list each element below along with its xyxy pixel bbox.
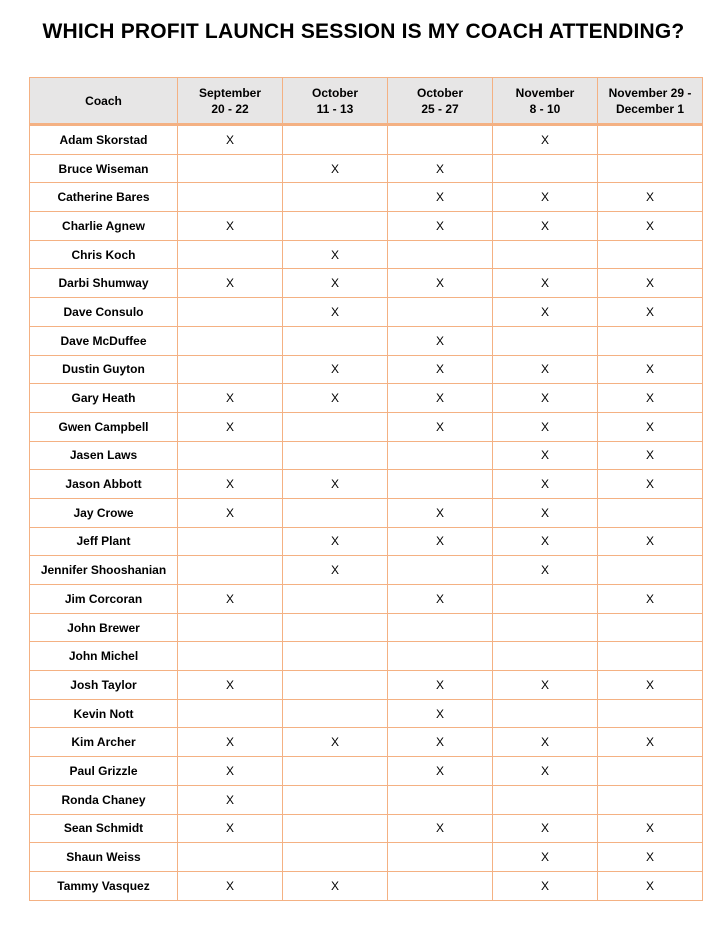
attendance-cell (598, 699, 703, 728)
table-row (30, 527, 703, 556)
attendance-cell (283, 441, 388, 470)
table-row (30, 269, 703, 298)
attendance-cell: X (178, 212, 283, 241)
column-header-line2: 8 - 10 (529, 101, 561, 116)
attendance-cell: X (178, 125, 283, 155)
attendance-cell: X (493, 470, 598, 499)
page-title: WHICH PROFIT LAUNCH SESSION IS MY COACH ATTENDING? (42, 20, 685, 43)
attendance-cell (178, 240, 283, 269)
attendance-cell: X (283, 556, 388, 585)
table-row (30, 613, 703, 642)
attendance-cell (388, 470, 493, 499)
coach-name-cell: John Brewer (30, 613, 178, 642)
column-header-session-3 (388, 78, 493, 125)
attendance-cell: X (598, 871, 703, 900)
attendance-cell: X (388, 757, 493, 786)
attendance-cell: X (493, 125, 598, 155)
attendance-cell: X (493, 527, 598, 556)
attendance-cell: X (598, 814, 703, 843)
table-row (30, 871, 703, 900)
attendance-cell (178, 355, 283, 384)
coach-name-cell: Gary Heath (30, 384, 178, 413)
coach-name-cell: Dave McDuffee (30, 326, 178, 355)
table-row (30, 757, 703, 786)
attendance-cell: X (493, 441, 598, 470)
attendance-cell: X (493, 757, 598, 786)
attendance-cell: X (178, 785, 283, 814)
attendance-cell (598, 326, 703, 355)
attendance-cell: X (388, 699, 493, 728)
column-header-coach (30, 78, 178, 125)
attendance-cell (388, 240, 493, 269)
attendance-cell (388, 785, 493, 814)
attendance-cell: X (493, 728, 598, 757)
attendance-cell (178, 154, 283, 183)
attendance-cell: X (388, 498, 493, 527)
attendance-cell (598, 785, 703, 814)
attendance-cell: X (283, 298, 388, 327)
column-header-line1: September (198, 85, 262, 100)
attendance-cell (493, 642, 598, 671)
attendance-cell: X (178, 757, 283, 786)
coach-name-cell: John Michel (30, 642, 178, 671)
attendance-cell: X (598, 470, 703, 499)
table-row (30, 699, 703, 728)
table-header (30, 78, 703, 125)
attendance-cell: X (493, 814, 598, 843)
coach-name-cell: Sean Schmidt (30, 814, 178, 843)
attendance-cell: X (598, 212, 703, 241)
attendance-cell (493, 154, 598, 183)
attendance-cell: X (283, 871, 388, 900)
attendance-cell (178, 326, 283, 355)
attendance-cell (493, 785, 598, 814)
attendance-cell (283, 613, 388, 642)
table-row (30, 298, 703, 327)
attendance-cell: X (598, 183, 703, 212)
attendance-cell: X (598, 585, 703, 614)
table-row (30, 441, 703, 470)
attendance-cell: X (388, 671, 493, 700)
attendance-cell: X (388, 269, 493, 298)
attendance-cell (178, 699, 283, 728)
attendance-cell: X (283, 384, 388, 413)
attendance-cell: X (178, 412, 283, 441)
attendance-cell: X (283, 728, 388, 757)
table-row (30, 125, 703, 155)
attendance-cell: X (178, 814, 283, 843)
attendance-cell: X (178, 269, 283, 298)
attendance-cell (388, 441, 493, 470)
attendance-cell (283, 412, 388, 441)
attendance-cell: X (388, 212, 493, 241)
coach-name-cell: Charlie Agnew (30, 212, 178, 241)
coach-name-cell: Bruce Wiseman (30, 154, 178, 183)
table-row (30, 556, 703, 585)
attendance-cell: X (388, 527, 493, 556)
attendance-cell: X (283, 355, 388, 384)
coach-name-cell: Dustin Guyton (30, 355, 178, 384)
column-header-session-2 (283, 78, 388, 125)
attendance-cell (283, 183, 388, 212)
table-row (30, 412, 703, 441)
column-header-line1: November 29 - (608, 85, 692, 100)
column-header-session-5 (598, 78, 703, 125)
attendance-cell: X (598, 843, 703, 872)
attendance-cell: X (388, 412, 493, 441)
table-row (30, 498, 703, 527)
table-row (30, 384, 703, 413)
attendance-cell: X (598, 355, 703, 384)
coach-name-cell: Chris Koch (30, 240, 178, 269)
table-row (30, 585, 703, 614)
attendance-cell: X (493, 671, 598, 700)
attendance-cell: X (493, 498, 598, 527)
attendance-cell (178, 556, 283, 585)
table-row (30, 785, 703, 814)
column-header-line2: 20 - 22 (211, 101, 249, 116)
coach-name-cell: Josh Taylor (30, 671, 178, 700)
attendance-cell (388, 843, 493, 872)
attendance-cell (598, 556, 703, 585)
attendance-cell (598, 642, 703, 671)
attendance-cell: X (493, 384, 598, 413)
table-row (30, 355, 703, 384)
attendance-cell: X (598, 384, 703, 413)
attendance-cell: X (598, 269, 703, 298)
column-header-line2: 25 - 27 (421, 101, 459, 116)
coach-name-cell: Jennifer Shooshanian (30, 556, 178, 585)
table-row (30, 470, 703, 499)
attendance-cell (598, 613, 703, 642)
attendance-cell: X (493, 843, 598, 872)
column-header-line1: October (311, 85, 358, 100)
attendance-cell (388, 642, 493, 671)
attendance-cell: X (388, 728, 493, 757)
attendance-cell: X (388, 814, 493, 843)
attendance-cell: X (388, 326, 493, 355)
attendance-cell: X (388, 154, 493, 183)
attendance-cell: X (283, 154, 388, 183)
attendance-cell (598, 125, 703, 155)
coach-session-table (29, 77, 703, 901)
attendance-cell (388, 613, 493, 642)
attendance-cell (388, 125, 493, 155)
attendance-cell: X (493, 183, 598, 212)
table-row (30, 183, 703, 212)
column-header-line1: October (416, 85, 463, 100)
attendance-cell (598, 154, 703, 183)
column-header-line2: December 1 (615, 101, 685, 116)
attendance-cell (493, 585, 598, 614)
attendance-cell (283, 699, 388, 728)
attendance-cell: X (388, 355, 493, 384)
attendance-cell: X (283, 269, 388, 298)
attendance-cell (178, 441, 283, 470)
attendance-cell: X (493, 212, 598, 241)
attendance-cell: X (493, 298, 598, 327)
attendance-cell (283, 671, 388, 700)
coach-name-cell: Catherine Bares (30, 183, 178, 212)
coach-name-cell: Darbi Shumway (30, 269, 178, 298)
attendance-cell: X (493, 556, 598, 585)
coach-name-cell: Gwen Campbell (30, 412, 178, 441)
coach-name-cell: Jasen Laws (30, 441, 178, 470)
table-row (30, 728, 703, 757)
attendance-cell (493, 613, 598, 642)
attendance-cell: X (178, 498, 283, 527)
attendance-cell (598, 240, 703, 269)
attendance-cell (178, 298, 283, 327)
attendance-cell (178, 613, 283, 642)
column-header-line2: 11 - 13 (316, 101, 354, 116)
coach-name-cell: Adam Skorstad (30, 125, 178, 155)
attendance-cell (283, 757, 388, 786)
table-row (30, 671, 703, 700)
coach-name-cell: Kim Archer (30, 728, 178, 757)
attendance-cell (493, 326, 598, 355)
attendance-cell: X (283, 527, 388, 556)
table-row (30, 814, 703, 843)
coach-name-cell: Shaun Weiss (30, 843, 178, 872)
attendance-cell (283, 642, 388, 671)
attendance-cell: X (178, 585, 283, 614)
attendance-cell (283, 585, 388, 614)
attendance-cell: X (178, 384, 283, 413)
attendance-cell (493, 699, 598, 728)
attendance-cell (388, 871, 493, 900)
coach-name-cell: Jason Abbott (30, 470, 178, 499)
attendance-cell: X (598, 671, 703, 700)
column-header-session-4 (493, 78, 598, 125)
table-row (30, 326, 703, 355)
table-row (30, 240, 703, 269)
attendance-cell (283, 814, 388, 843)
attendance-cell: X (388, 585, 493, 614)
coach-name-cell: Tammy Vasquez (30, 871, 178, 900)
column-header-line1: November (515, 85, 575, 100)
table-body (30, 125, 703, 901)
attendance-cell (283, 843, 388, 872)
attendance-cell (598, 498, 703, 527)
column-header-session-1 (178, 78, 283, 125)
attendance-cell (598, 757, 703, 786)
coach-name-cell: Jim Corcoran (30, 585, 178, 614)
coach-name-cell: Dave Consulo (30, 298, 178, 327)
table-row (30, 154, 703, 183)
attendance-cell: X (178, 871, 283, 900)
attendance-cell: X (178, 728, 283, 757)
attendance-cell: X (493, 412, 598, 441)
attendance-cell: X (493, 871, 598, 900)
table-row (30, 642, 703, 671)
attendance-cell (283, 785, 388, 814)
attendance-cell (388, 556, 493, 585)
attendance-cell: X (598, 441, 703, 470)
attendance-cell: X (493, 269, 598, 298)
attendance-cell (178, 183, 283, 212)
attendance-cell: X (178, 470, 283, 499)
attendance-cell (493, 240, 598, 269)
attendance-cell (178, 642, 283, 671)
attendance-cell: X (283, 470, 388, 499)
attendance-cell (283, 125, 388, 155)
attendance-cell: X (493, 355, 598, 384)
attendance-cell (388, 298, 493, 327)
attendance-cell: X (598, 728, 703, 757)
attendance-cell (283, 212, 388, 241)
attendance-cell: X (598, 527, 703, 556)
column-header-line1: Coach (85, 93, 122, 108)
coach-name-cell: Ronda Chaney (30, 785, 178, 814)
coach-name-cell: Jeff Plant (30, 527, 178, 556)
attendance-cell (283, 326, 388, 355)
attendance-cell: X (388, 183, 493, 212)
attendance-cell (178, 843, 283, 872)
attendance-cell (283, 498, 388, 527)
coach-name-cell: Jay Crowe (30, 498, 178, 527)
attendance-cell: X (283, 240, 388, 269)
attendance-cell (178, 527, 283, 556)
table-row (30, 212, 703, 241)
attendance-cell: X (388, 384, 493, 413)
attendance-cell: X (598, 412, 703, 441)
header-row (30, 78, 703, 125)
coach-name-cell: Paul Grizzle (30, 757, 178, 786)
table-row (30, 843, 703, 872)
attendance-cell: X (178, 671, 283, 700)
coach-name-cell: Kevin Nott (30, 699, 178, 728)
attendance-cell: X (598, 298, 703, 327)
